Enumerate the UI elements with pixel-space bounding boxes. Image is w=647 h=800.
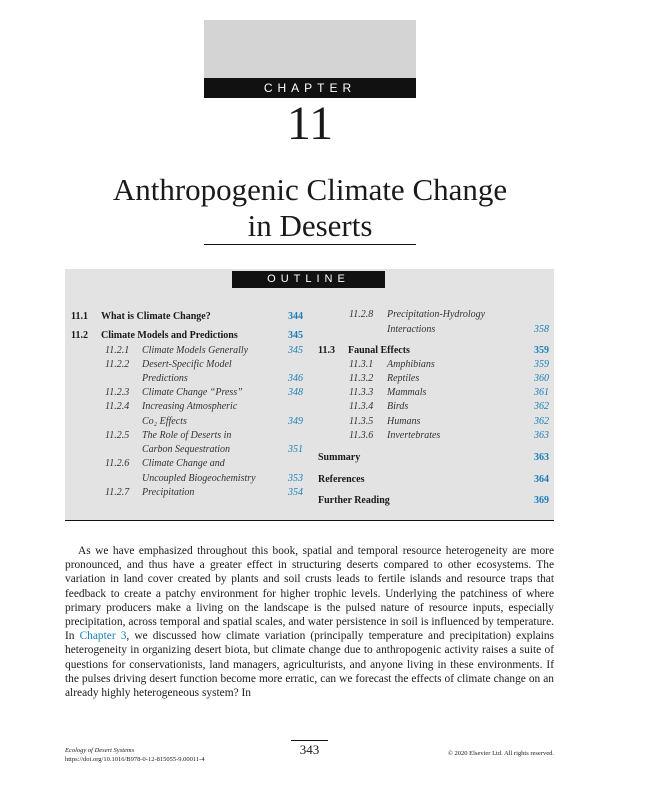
outline-page-number[interactable]: 345 — [288, 345, 303, 356]
footer-doi[interactable]: https://doi.org/10.1016/B978-0-12-815055-9.00011-4 — [65, 756, 205, 763]
outline-entry-title: Predictions — [142, 373, 188, 384]
outline-entry[interactable] — [142, 444, 230, 456]
outline-entry-title: Summary — [318, 452, 361, 463]
outline-entry[interactable] — [349, 387, 426, 399]
outline-entry[interactable] — [142, 373, 188, 385]
outline-entry[interactable] — [349, 309, 485, 321]
chapter-number: 11 — [286, 97, 334, 150]
outline-entry-number: 11.3.5 — [349, 416, 374, 427]
outline-entry[interactable] — [318, 474, 364, 486]
outline-entry-title: What is Climate Change? — [101, 311, 211, 322]
outline-entry-title: Desert-Specific Model — [142, 359, 232, 370]
outline-entry-title: Faunal Effects — [348, 345, 410, 356]
outline-entry[interactable] — [105, 401, 237, 413]
outline-box — [65, 269, 554, 521]
outline-page-number[interactable]: 364 — [534, 474, 549, 485]
page-number-rule — [291, 740, 328, 741]
outline-page-number[interactable]: 346 — [288, 373, 303, 384]
outline-page-number[interactable]: 353 — [288, 473, 303, 484]
outline-page-number[interactable]: 362 — [534, 416, 549, 427]
outline-entry-number: 11.2 — [71, 330, 88, 341]
outline-page-number[interactable]: 363 — [534, 430, 549, 441]
footer-copyright: © 2020 Elsevier Ltd. All rights reserved. — [447, 750, 554, 757]
outline-entry-number: 11.2.8 — [349, 309, 374, 320]
outline-entry-number: 11.2.4 — [105, 401, 130, 412]
outline-entry[interactable] — [349, 416, 420, 428]
outline-entry[interactable] — [387, 324, 435, 336]
outline-entry-title: Climate Change “Press” — [142, 387, 243, 398]
outline-entry-number: 11.2.1 — [105, 345, 130, 356]
outline-entry-title: Precipitation-Hydrology — [387, 309, 486, 320]
outline-entry-title: Carbon Sequestration — [142, 444, 231, 455]
outline-entry-title: Mammals — [387, 387, 427, 398]
outline-entry[interactable] — [318, 495, 390, 507]
outline-entry-title: Climate Models and Predictions — [101, 330, 238, 341]
chapter-title-line1: Anthropogenic Climate Change — [112, 172, 508, 207]
outline-entry-number: 11.2.5 — [105, 430, 130, 441]
outline-entry-title: Reptiles — [387, 373, 420, 384]
outline-entry[interactable] — [349, 359, 435, 371]
outline-entry-title: Climate Models Generally — [142, 345, 249, 356]
outline-entry-title: Interactions — [387, 324, 436, 335]
outline-entry[interactable] — [142, 416, 187, 428]
outline-entry-title: References — [318, 474, 365, 485]
outline-page-number[interactable]: 354 — [288, 487, 303, 498]
outline-entry[interactable] — [105, 387, 243, 399]
outline-entry-title: The Role of Deserts in — [142, 430, 232, 441]
outline-entry-number: 11.3 — [318, 345, 335, 356]
body-text-part1: As we have emphasized throughout this book, spatial and temporal resource heterogeneity are more pronounced, and thus have a greater effect in structuring deserts compared to other ecosystems. The variation in land cover created by plants and soil crusts leads to fertile islands and resource traps that feedback to create a patchy environment for higher trophic levels. Underlying the patchiness of where primary producers make a living on the landscape is the pulsed nature of resource inputs, especially precipitation, across temporal and spatial scales, and water persistence in soil is influenced by temperature. In — [65, 545, 554, 643]
outline-page-number[interactable]: 361 — [534, 387, 549, 398]
outline-entry[interactable] — [71, 311, 211, 323]
outline-page-number[interactable]: 358 — [534, 324, 549, 335]
outline-entry-title: Precipitation — [142, 487, 195, 498]
outline-entry[interactable] — [142, 473, 256, 485]
outline-entry-title: Birds — [387, 401, 409, 412]
outline-entry[interactable] — [318, 452, 360, 464]
chapter-title-line2: in Deserts — [247, 208, 373, 243]
outline-entry-title: Amphibians — [387, 359, 435, 370]
outline-entry[interactable] — [349, 373, 419, 385]
title-divider — [204, 244, 416, 245]
outline-entry-number: 11.1 — [71, 311, 88, 322]
outline-page-number[interactable]: 359 — [534, 345, 549, 356]
outline-bottom-rule — [65, 520, 554, 522]
body-text-part2: , we discussed how climate variation (principally temperature and precipitation) explains heterogeneity in organizing desert biota, but climate change due to anthropogenic activity raises a suite of questions for conservationists, land managers, agriculturists, and anyone living in these environments. If the pulses driving desert function become more erratic, can we forecast the effects of climate change on an already highly heterogeneous system? In — [65, 630, 554, 700]
outline-entry-number: 11.2.6 — [105, 458, 130, 469]
chapter-title — [60, 172, 560, 244]
outline-entry-title: Invertebrates — [387, 430, 441, 441]
outline-entry-title: Uncoupled Biogeochemistry — [142, 473, 256, 484]
outline-entry[interactable] — [105, 359, 232, 371]
outline-page-number[interactable]: 345 — [288, 330, 303, 341]
outline-entry[interactable] — [105, 430, 231, 442]
chapter-3-link[interactable]: Chapter 3 — [79, 630, 127, 643]
page-number: 343 — [299, 742, 320, 757]
outline-entry-number: 11.2.7 — [105, 487, 130, 498]
outline-entry[interactable] — [105, 458, 225, 470]
outline-entry-number: 11.2.3 — [105, 387, 130, 398]
outline-entry-title: Further Reading — [318, 495, 390, 506]
outline-page-number[interactable]: 348 — [288, 387, 303, 398]
outline-entry-number: 11.3.3 — [349, 387, 374, 398]
outline-page-number[interactable]: 369 — [534, 495, 549, 506]
outline-entry-number: 11.3.4 — [349, 401, 374, 412]
footer-journal: Ecology of Desert Systems — [65, 747, 135, 754]
outline-page-number[interactable]: 360 — [534, 373, 549, 384]
outline-entry-title: Humans — [387, 416, 421, 427]
outline-label: OUTLINE — [232, 271, 385, 288]
outline-page-number[interactable]: 344 — [288, 311, 303, 322]
outline-entry-number: 11.3.6 — [349, 430, 374, 441]
outline-entry[interactable] — [105, 487, 194, 499]
outline-entry-title: Climate Change and — [142, 458, 225, 469]
outline-page-number[interactable]: 363 — [534, 452, 549, 463]
outline-entry-number: 11.3.1 — [349, 359, 374, 370]
outline-page-number[interactable]: 359 — [534, 359, 549, 370]
outline-entry-title: Co₂ Effects — [142, 416, 187, 427]
chapter-label: CHAPTER — [204, 78, 416, 98]
body-paragraph — [65, 544, 554, 700]
chapter-header-block — [204, 20, 416, 78]
outline-page-number[interactable]: 349 — [288, 416, 303, 427]
outline-entry-title: Increasing Atmospheric — [142, 401, 238, 412]
outline-entry[interactable] — [349, 430, 440, 442]
outline-page-number[interactable]: 362 — [534, 401, 549, 412]
outline-entry[interactable] — [318, 345, 410, 357]
outline-entry[interactable] — [71, 330, 238, 342]
outline-entry[interactable] — [349, 401, 408, 413]
outline-page-number[interactable]: 351 — [288, 444, 303, 455]
outline-entry[interactable] — [105, 345, 248, 357]
footer-citation — [65, 746, 205, 764]
outline-entry-number: 11.3.2 — [349, 373, 374, 384]
outline-entry-number: 11.2.2 — [105, 359, 130, 370]
